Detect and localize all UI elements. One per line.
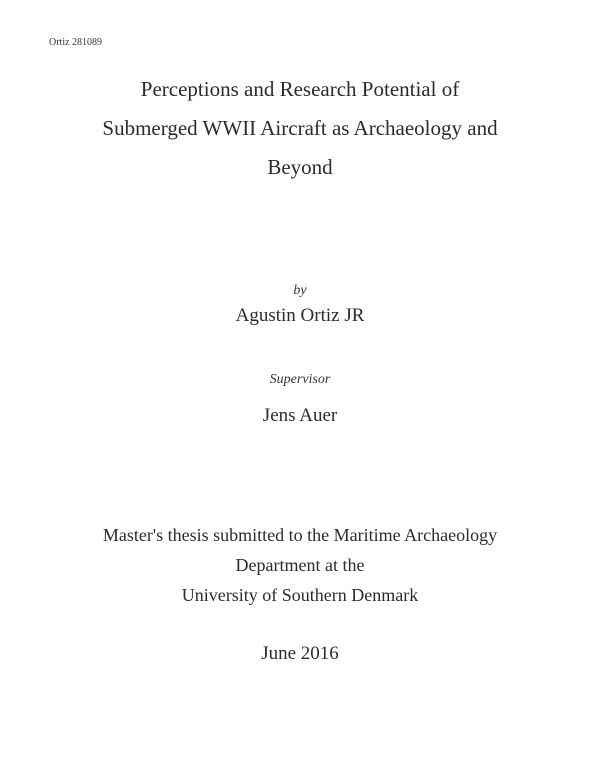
submission-line: University of Southern Denmark	[181, 585, 419, 605]
submission-line: Department at the	[235, 555, 365, 575]
thesis-title	[0, 70, 600, 187]
submission-statement	[0, 520, 600, 610]
supervisor-name: Jens Auer	[262, 405, 338, 426]
running-header: Ortiz 281089	[49, 37, 103, 48]
title-line: Submerged WWII Aircraft as Archaeology and	[102, 116, 498, 140]
title-line: Beyond	[267, 155, 333, 179]
submission-line: Master's thesis submitted to the Maritime Archaeology	[102, 525, 498, 545]
title-line: Perceptions and Research Potential of	[140, 77, 460, 101]
submission-date: June 2016	[261, 643, 339, 664]
author-name: Agustin Ortiz JR	[235, 305, 365, 326]
by-label: by	[293, 283, 307, 298]
supervisor-label: Supervisor	[269, 372, 331, 387]
